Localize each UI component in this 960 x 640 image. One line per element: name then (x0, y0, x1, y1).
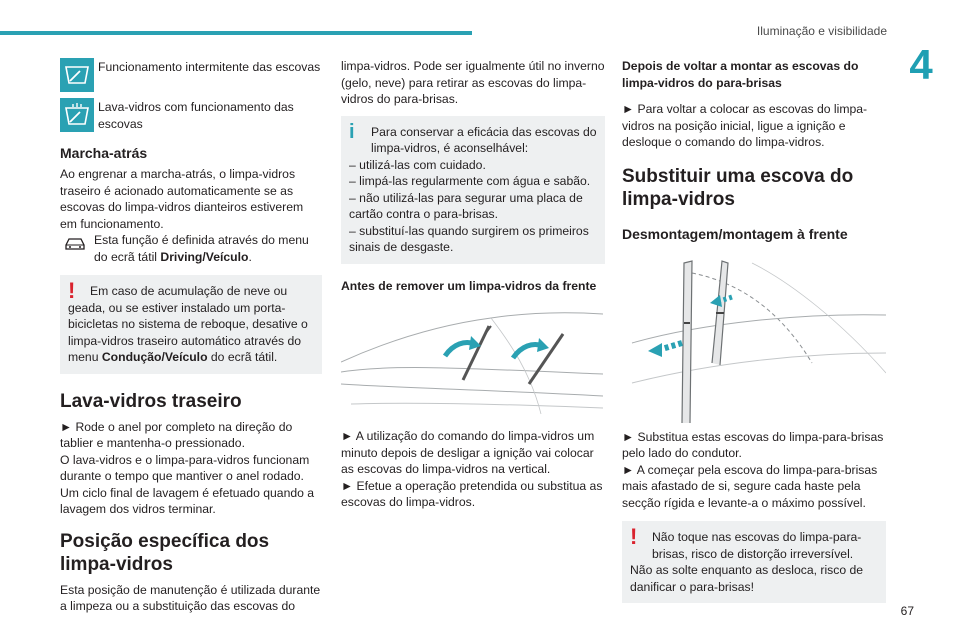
warning-notice (60, 275, 322, 374)
icon-row-intermittent (60, 58, 322, 92)
warning-icon: ! (630, 524, 638, 549)
replace-heading: Substituir uma escova do limpa-vidros (622, 165, 854, 210)
after-p1: ► Para voltar a colocar as escovas do limpa-vidros na posição inicial, ligue a ignição e desloque o comando do limpa-vidros. (622, 102, 868, 149)
car-settings-icon (60, 232, 90, 256)
column-1 (60, 58, 322, 615)
rear-washer-p2: O lava-vidros e o limpa-para-vidros funcionam durante o tempo que mantiver o anel rodado. (60, 452, 310, 483)
icon-row-washer (60, 98, 322, 132)
info-item: – utilizá-las com cuidado. (349, 157, 486, 172)
before-p1: ► A utilização do comando do limpa-vidros um minuto depois de desligar a ignição vai colocar as escovas do limpa-vidros na vertical. (341, 429, 595, 476)
before-heading: Antes de remover um limpa-vidros da frente (341, 278, 597, 293)
page-number: 67 (900, 604, 914, 618)
warning-icon: ! (68, 278, 76, 303)
info-intro: Para conservar a eficácia das escovas do limpa-vidros, é aconselhável: (371, 124, 597, 155)
wiper-warning-p1: Não toque nas escovas do limpa-para-brisas, risco de distorção irreversível. (652, 530, 862, 561)
info-icon: i (349, 120, 355, 143)
chapter-number: 4 (909, 41, 933, 88)
removal-p2: ► A começar pela escova do limpa-para-brisas mais afastado de si, segure cada haste pela secção rígida e levante-a o máximo possível. (622, 462, 878, 510)
after-heading: Depois de voltar a montar as escovas do limpa-vidros do para-brisas (622, 59, 859, 90)
wiper-washer-icon (60, 98, 94, 132)
reverse-heading: Marcha-atrás (60, 145, 148, 161)
warning-text: Em caso de acumulação de neve ou geada, ou se estiver instalado um porta-bicicletas no sistema de reboque, desative o limpa-vidros traseiro automático através do menu Condução/Veículo do ecrã tátil. (68, 284, 308, 364)
windshield-wipers-illustration (341, 304, 603, 416)
column-2 (341, 58, 605, 511)
wiper-intermittent-icon (60, 58, 94, 92)
icon-row-text: Lava-vidros com funcionamento das escovas (98, 100, 294, 131)
rear-washer-heading: Lava-vidros traseiro (60, 390, 242, 412)
info-notice (341, 116, 605, 264)
header-accent-bar (0, 31, 472, 35)
wiper-removal-illustration (622, 253, 886, 423)
info-item: – limpá-las regularmente com água e sabão. (349, 174, 591, 188)
specific-position-heading: Posição específica dos limpa-vidros (60, 530, 270, 575)
removal-heading: Desmontagem/montagem à frente (622, 225, 848, 242)
section-title: Iluminação e visibilidade (756, 24, 887, 38)
specific-position-text: Esta posição de manutenção é utilizada durante a limpeza ou a substituição das escovas do (60, 582, 321, 613)
before-p2: ► Efetue a operação pretendida ou substitua as escovas do limpa-vidros. (341, 478, 603, 509)
menu-row (60, 232, 322, 265)
info-item: – substituí-las quando surgirem os primeiros sinais de desgaste. (349, 223, 589, 254)
removal-p1: ► Substitua estas escovas do limpa-para-brisas pelo lado do condutor. (622, 429, 884, 460)
continued-text: limpa-vidros. Pode ser igualmente útil no inverno (gelo, neve) para retirar as escovas do limpa-vidros do para-brisas. (341, 59, 605, 106)
reverse-text: Ao engrenar a marcha-atrás, o limpa-vidros traseiro é acionado automaticamente se as escovas do limpa-vidros dianteiros estiverem em funcionamento. (60, 167, 304, 231)
wiper-warning-notice (622, 521, 886, 603)
info-item: – não utilizá-las para segurar uma placa de cartão contra o para-brisas. (349, 190, 583, 221)
wiper-warning-p2: Não as solte enquanto as desloca, risco de danificar o para-brisas! (630, 563, 864, 594)
icon-row-text: Funcionamento intermitente das escovas (98, 60, 321, 74)
menu-text: Esta função é definida através do menu do ecrã tátil Driving/Veículo. (94, 233, 309, 264)
column-3 (622, 58, 886, 603)
rear-washer-p1: ► Rode o anel por completo na direção do tablier e mantenha-o pressionado. (60, 419, 293, 450)
rear-washer-p3: Um ciclo final de lavagem é efetuado quando a lavagem dos vidros terminar. (60, 485, 315, 516)
